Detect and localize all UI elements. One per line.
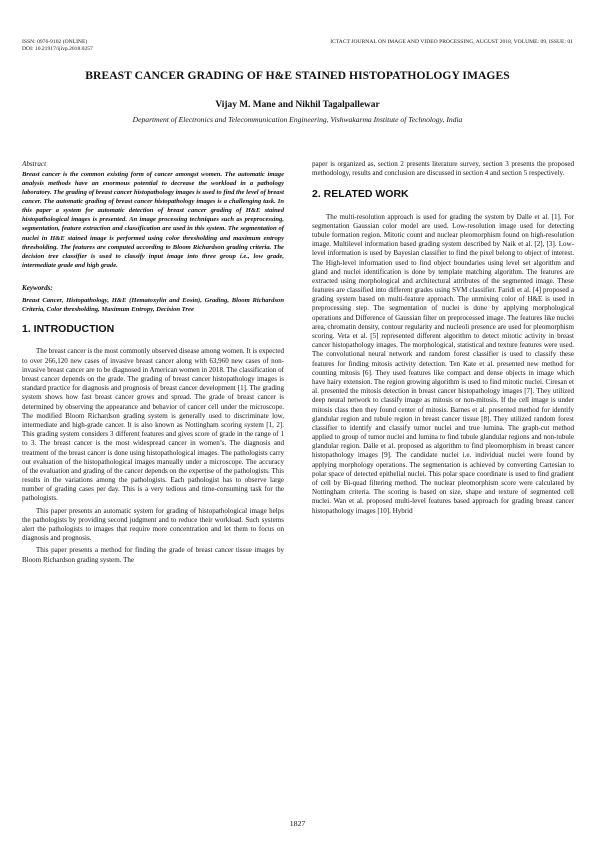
introduction-paragraph: The breast cancer is the most commonly observed disease among women. It is expected to over 266,120 new cases of invasive breast cancer along with 63,960 new cases of non-invasive breast cancer are to be diagnosed in American women in 2018. The classification of breast cancer depends on the grade. The grading of breast cancer histopathology images is standard practice for diagnosis and prognosis of breast cancer development [1]. The grading system shows how fast breast cancer grows and spread. The grade of breast cancer is determined by observing the appearance and behavior of cancer cell under the microscope. The modified Bloom Richardson grading system is generally used to discriminate low, intermediate and high-grade cancer. It is also known as Nottingham scoring system [1, 2]. This grading system considers 3 different features and gives score of grade in the range of 1 to 3. The breast cancer is the most widespread cancer in women’s. The diagnosis and treatment of the breast cancer is done using histopathological images. The pathologists carry out evaluation of the histopathological images manually under a microscope. The accuracy of the evaluation and grading of the cancer depends on the expertise of the pathologists. This results in the variations among the pathologists. Each pathologist has to observe large number of grading cases per day. This is a very tedious and time-consuming task for the pathologists. xyxy=(22,347,284,503)
running-header-left xyxy=(22,39,93,54)
doi-line: DOI: 10.21917/ijivp.2018.0257 xyxy=(22,46,93,53)
introduction-paragraph: This paper presents an automatic system for grading of histopathological image helps the pathologists by providing second judgment and to reduce their workload. Such systems alert the pathologists to images that require more concentration and let them to focus on diagnosis and prognosis. xyxy=(22,506,284,543)
issn-line: ISSN: 0976-9102 (ONLINE) xyxy=(22,39,88,45)
related-work-paragraph: The multi-resolution approach is used for grading the system by Dalle et al. [1]. For segmentation Gaussian color model are used. Low-resolution image used for detecting tubule formation region. Mitotic count and nuclear pleomorphism found on high-resolution image. Multilevel information based grading system described by Naik et al. [2], [3]. Low-level information is used by Bayesian classifier to find the pixel belong to object of interest. The High-level information used to find object boundaries using level set algorithm and gland and nuclei identification is done by template matching algorithm. The features are extracted using morphological and architectural attributes of the segmented image. These features are classified into different grades using SVM classifier. Faridi et al. [4] proposed a grading system based on multi-feature approach. The unmixing color of H&E is used in preprocessing step. The segmentation of nuclei is done by applying morphological operations and Difference of Gaussian filter on preprocessed image. The features like nuclei area, chromatin density, contour regularity and nucleoli presence are used for pleomorphism scoring. Veta et al. [5] represented different algorithm to detect mitotic activity in breast cancer histopathology images. The morphological, statistical and texture features were used. The convolutional neural network and random forest classifier is used to classify these features for finding mitosis activity detection. Ten Kate et al. presented new method for counting mitosis [6]. They used features like compact and dense objects in image which have hairy extension. The region growing algorithm is used to find mitotic nuclei. Ciresan et al. presented the mitosis detection in breast cancer histopathology images [7]. They utilized deep neural network to classify image as mitosis or non-mitosis. If the cell image is under mitosis class then they found center of mitosis. Barnes et al. presented method for identify glandular region and tubule region in breast cancer tissue [8]. They utilized random forest classifier to identify and classify tumor nuclei and true lumina. The graph-cut method applied to group of tumor nuclei and lumina to find tubule glandular regions and non-tubule glandular region. Dalle et al. proposed as algorithm to find pleomorphism in breast cancer histopathology images [9]. The candidate nuclei i.e. individual nuclei were found by applying morphology operations. The segmentation is achieved by converting Cartesian to polar space of detected epithelial nuclei. This polar space coordinate is used to find gradient of cell by Bi-quad filtering method. The nuclear pleomorphism score were calculated by Nottingham criteria. The scoring is based on size, shape and texture of segmented cell nuclei. Wan et al. proposed multi-level features based approach for grading breast cancer histopathology images [10]. Hybrid xyxy=(312,212,574,515)
introduction-paragraph: This paper presents a method for finding the grade of breast cancer tissue images by Bloom Richardson grading system. The xyxy=(22,546,284,564)
journal-header: ICTACT JOURNAL ON IMAGE AND VIDEO PROCESSING, AUGUST 2018, VOLUME: 09, ISSUE: 01 xyxy=(330,39,573,45)
introduction-continuation: paper is organized as, section 2 presents literature survey, section 3 presents the proposed methodology, results and conclusion are discussed in section 4 and section 5 respectively. xyxy=(312,160,574,178)
keywords-heading: Keywords: xyxy=(22,283,53,292)
abstract-text: Breast cancer is the common existing form of cancer amongst women. The automatic image analysis methods have an enormous potential to decrease the workload in a pathology laboratory. The grading of breast cancer histopathology images is used to find the level of breast cancer. The automatic grading of breast cancer histopathology images is a challenging task. In this paper a system for automatic detection of breast cancer grading of H&E stained histopathological images is presented. An image processing techniques such as preprocessing, segmentation, feature extraction and classification are used in this system. The segmentation of nuclei in H&E stained image is performed using color thresholding and maximum entropy thresholding. The features are computed according to Bloom Richardson grading criteria. The decision tree classifier is used to classify input image into three group i.e., low grade, intermediate grade and high grade. xyxy=(22,171,284,269)
paper-title: BREAST CANCER GRADING OF H&E STAINED HISTOPATHOLOGY IMAGES xyxy=(85,69,510,82)
page-number: 1827 xyxy=(289,819,306,828)
keywords-text: Breast Cancer, Histopathology, H&E (Hematoxylin and Eosin), Grading, Bloom Richardson Criteria, Color thresholding, Maximum Entropy, Decision Tree xyxy=(22,296,284,314)
related-work-heading: 2. RELATED WORK xyxy=(312,188,409,201)
right-column xyxy=(312,160,574,516)
left-column xyxy=(22,160,284,565)
author-affiliation: Department of Electronics and Telecommunication Engineering, Vishwakarma Institute of Technology, India xyxy=(132,115,463,124)
introduction-heading: 1. INTRODUCTION xyxy=(22,323,115,336)
paper-authors: Vijay M. Mane and Nikhil Tagalpallewar xyxy=(215,100,380,110)
abstract-heading: Abstract xyxy=(22,160,47,168)
